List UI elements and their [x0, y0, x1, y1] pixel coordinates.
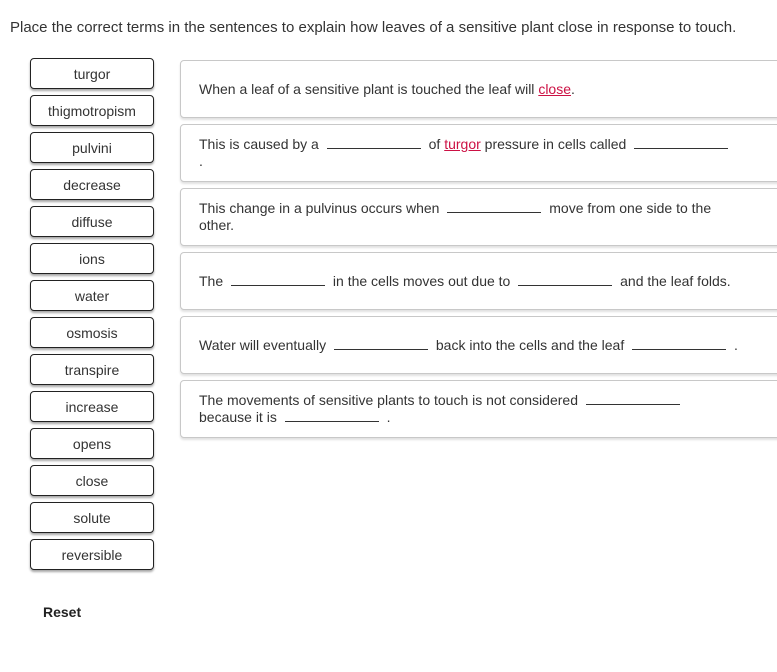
term-water[interactable]: water	[30, 280, 154, 311]
sentence-2-end: .	[199, 153, 203, 169]
sentence-5-end: .	[734, 336, 738, 353]
sentence-4	[180, 252, 777, 310]
sentence-3	[180, 188, 777, 246]
sentence-5	[180, 316, 777, 374]
sentence-6-part-b: because it is	[199, 409, 277, 425]
term-pulvini[interactable]: pulvini	[30, 132, 154, 163]
drop-zone-11[interactable]	[285, 409, 379, 422]
sentence-4-part-b: in the cells moves out due to	[332, 272, 511, 289]
term-increase[interactable]: increase	[30, 391, 154, 422]
sentence-4-part-c: and the leaf folds.	[620, 272, 731, 289]
sentence-3-part-a: This change in a pulvinus occurs when	[199, 200, 440, 216]
term-bank	[30, 58, 154, 576]
reset-button[interactable]: Reset	[43, 604, 82, 620]
sentence-5-part-b: back into the cells and the leaf	[435, 336, 625, 353]
sentence-2-part-b: of	[428, 136, 441, 152]
drop-zone-7[interactable]	[518, 273, 612, 286]
drop-zone-9[interactable]	[632, 337, 726, 350]
drop-zone-10[interactable]	[586, 392, 680, 405]
drop-zone-2[interactable]	[327, 136, 421, 149]
sentence-6	[180, 380, 777, 438]
term-transpire[interactable]: transpire	[30, 354, 154, 385]
sentence-2-text	[199, 136, 739, 170]
term-reversible[interactable]: reversible	[30, 539, 154, 570]
sentence-3-part-b: move from one side to the other.	[199, 200, 712, 233]
sentence-1	[180, 60, 777, 118]
sentence-1-text	[199, 81, 739, 98]
term-ions[interactable]: ions	[30, 243, 154, 274]
term-decrease[interactable]: decrease	[30, 169, 154, 200]
sentence-2-part-c: pressure in cells called	[484, 136, 627, 152]
sentence-1-part-a: When a leaf of a sensitive plant is touched the leaf will	[199, 80, 535, 97]
sentence-6-text	[199, 392, 739, 426]
sentence-5-part-a: Water will eventually	[199, 336, 327, 353]
sentence-list	[180, 60, 777, 444]
sentence-4-text	[199, 273, 739, 290]
sentence-6-part-a: The movements of sensitive plants to touch is not considered	[199, 392, 578, 408]
drop-zone-6[interactable]	[231, 273, 325, 286]
drop-zone-5[interactable]	[447, 200, 541, 213]
term-close[interactable]: close	[30, 465, 154, 496]
sentence-2	[180, 124, 777, 182]
sentence-2-part-a: This is caused by a	[199, 136, 319, 152]
term-diffuse[interactable]: diffuse	[30, 206, 154, 237]
instruction-text: Place the correct terms in the sentences to explain how leaves of a sensitive plant close in response to touch.	[10, 19, 737, 36]
sentence-4-part-a: The	[199, 272, 224, 289]
drop-zone-1-filled[interactable]: close	[538, 80, 571, 97]
sentence-6-end: .	[386, 409, 391, 425]
sentence-1-end: .	[571, 80, 575, 97]
sentence-5-text	[199, 337, 739, 354]
term-thigmotropism[interactable]: thigmotropism	[30, 95, 154, 126]
term-osmosis[interactable]: osmosis	[30, 317, 154, 348]
term-turgor[interactable]: turgor	[30, 58, 154, 89]
term-solute[interactable]: solute	[30, 502, 154, 533]
drop-zone-3-filled[interactable]: turgor	[444, 136, 481, 152]
term-opens[interactable]: opens	[30, 428, 154, 459]
drop-zone-8[interactable]	[334, 337, 428, 350]
sentence-3-text	[199, 200, 739, 234]
drop-zone-4[interactable]	[634, 136, 728, 149]
